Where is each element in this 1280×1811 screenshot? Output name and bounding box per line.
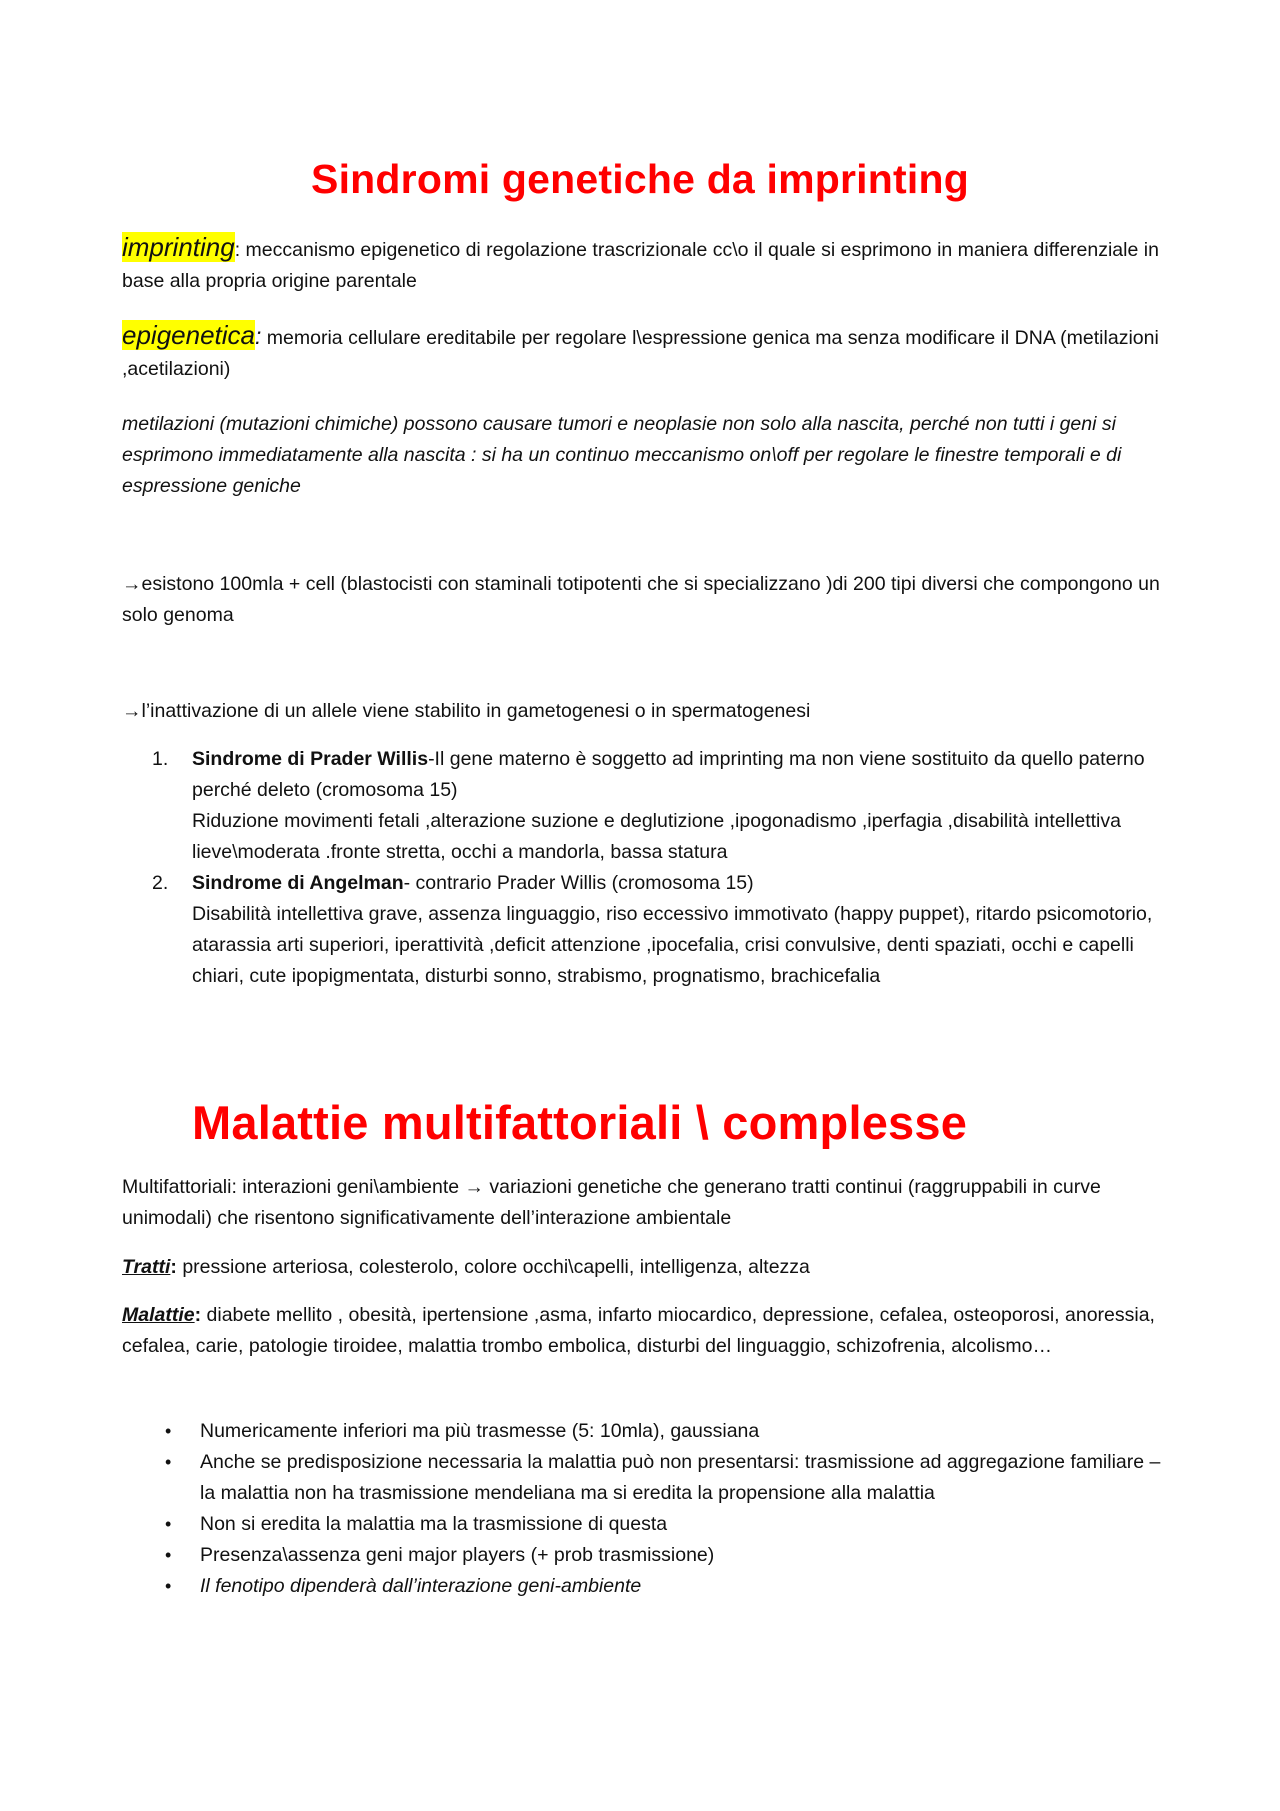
list-number: 1. (152, 748, 169, 770)
bullet-text: Il fenotipo dipenderà dall’interazione geni-ambiente (200, 1575, 642, 1597)
paragraph-allele-inactivation: →l’inattivazione di un allele viene stabilito in gametogenesi o in spermatogenesi (122, 700, 811, 722)
highlighted-term-imprinting: imprinting (122, 232, 235, 262)
label-diseases-colon: : (194, 1304, 202, 1326)
list-item-prader-willis (152, 744, 1162, 868)
traits-text: pressione arteriosa, colesterolo, colore occhi\capelli, intelligenza, altezza (176, 1256, 810, 1278)
bullet-text: Presenza\assenza geni major players (+ prob trasmissione) (200, 1544, 715, 1566)
label-traits-colon: : (170, 1256, 177, 1278)
paragraph-epigenetics-definition (122, 320, 1162, 385)
bullet-item (160, 1540, 1162, 1571)
characteristics-list (160, 1416, 1162, 1602)
syndrome-description: -Il gene materno è soggetto ad imprinting ma non viene sostituito da quello paterno perché deleto (cromosoma 15) (192, 748, 1145, 801)
bullet-item (160, 1416, 1162, 1447)
bullet-icon: • (165, 1452, 172, 1472)
syndrome-title: Sindrome di Angelman (192, 872, 404, 894)
list-item-angelman (152, 868, 1162, 992)
bullet-item (160, 1509, 1162, 1540)
syndrome-description: - contrario Prader Willis (cromosoma 15) (403, 872, 754, 894)
bullet-icon: • (165, 1514, 172, 1534)
title-multifactorial-diseases: Malattie multifattoriali \ complesse (192, 1096, 968, 1149)
paragraph-multifactorial-definition: Multifattoriali: interazioni geni\ambiente → variazioni genetiche che generano tratti continui (raggruppabili in curve unimodali) che risentono significativamente dell’interazione ambientale (122, 1176, 1101, 1229)
paragraph-traits (122, 1252, 1162, 1283)
diseases-text: diabete mellito , obesità, ipertensione ,asma, infarto miocardico, depressione, cefalea, osteoporosi, anoressia, cefalea, carie, patologie tiroidee, malattia trombo embolica, disturbi del linguaggio, schizofrenia, alcolismo… (122, 1304, 1155, 1357)
paragraph-methylation: metilazioni (mutazioni chimiche) possono causare tumori e neoplasie non solo alla nascita, perché non tutti i geni si esprimono immediatamente alla nascita : si ha un continuo meccanismo on\off per regolare le finestre temporali e di espressione geniche (122, 413, 1122, 497)
label-diseases: Malattie (122, 1304, 195, 1326)
bullet-text: Anche se predisposizione necessaria la malattia può non presentarsi: trasmissione ad aggregazione familiare – la malattia non ha trasmissione mendeliana ma si eredita la propensione alla malattia (200, 1451, 1161, 1504)
bullet-text: Numericamente inferiori ma più trasmesse (5: 10mla), gaussiana (200, 1420, 760, 1442)
bullet-item (160, 1447, 1162, 1509)
bullet-icon: • (165, 1576, 172, 1596)
bullet-text: Non si eredita la malattia ma la trasmissione di questa (200, 1513, 668, 1535)
epigenetica-definition-text: memoria cellulare ereditabile per regolare l\espressione genica ma senza modificare il DNA (metilazioni ,acetilazioni) (122, 327, 1159, 380)
label-traits: Tratti (122, 1256, 171, 1278)
paragraph-diseases (122, 1300, 1162, 1362)
epigenetica-colon: : (255, 323, 262, 349)
highlighted-term-epigenetica: epigenetica (122, 320, 255, 350)
syndrome-symptoms: Disabilità intellettiva grave, assenza linguaggio, riso eccessivo immotivato (happy puppet), ritardo psicomotorio, atarassia arti superiori, iperattività ,deficit attenzione ,ipocefalia, crisi convulsive, denti spaziati, occhi e capelli chiari, cute ipopigmentata, disturbi sonno, strabismo, prognatismo, brachicefalia (192, 903, 1153, 987)
syndromes-list (152, 744, 1162, 992)
bullet-icon: • (165, 1545, 172, 1565)
list-number: 2. (152, 872, 169, 894)
bullet-icon: • (165, 1421, 172, 1441)
paragraph-cell-types: →esistono 100mla + cell (blastocisti con staminali totipotenti che si specializzano )di 200 tipi diversi che compongono un solo genoma (122, 573, 1160, 626)
imprinting-definition-text: : meccanismo epigenetico di regolazione trascrizionale cc\o il quale si esprimono in maniera differenziale in base alla propria origine parentale (122, 239, 1159, 292)
bullet-item (160, 1571, 1162, 1602)
syndrome-title: Sindrome di Prader Willis (192, 748, 429, 770)
title-imprinting-syndromes: Sindromi genetiche da imprinting (311, 156, 969, 202)
paragraph-imprinting-definition (122, 232, 1162, 297)
syndrome-symptoms: Riduzione movimenti fetali ,alterazione suzione e deglutizione ,ipogonadismo ,iperfagia ,disabilità intellettiva lieve\moderata .fronte stretta, occhi a mandorla, bassa statura (192, 810, 1121, 863)
